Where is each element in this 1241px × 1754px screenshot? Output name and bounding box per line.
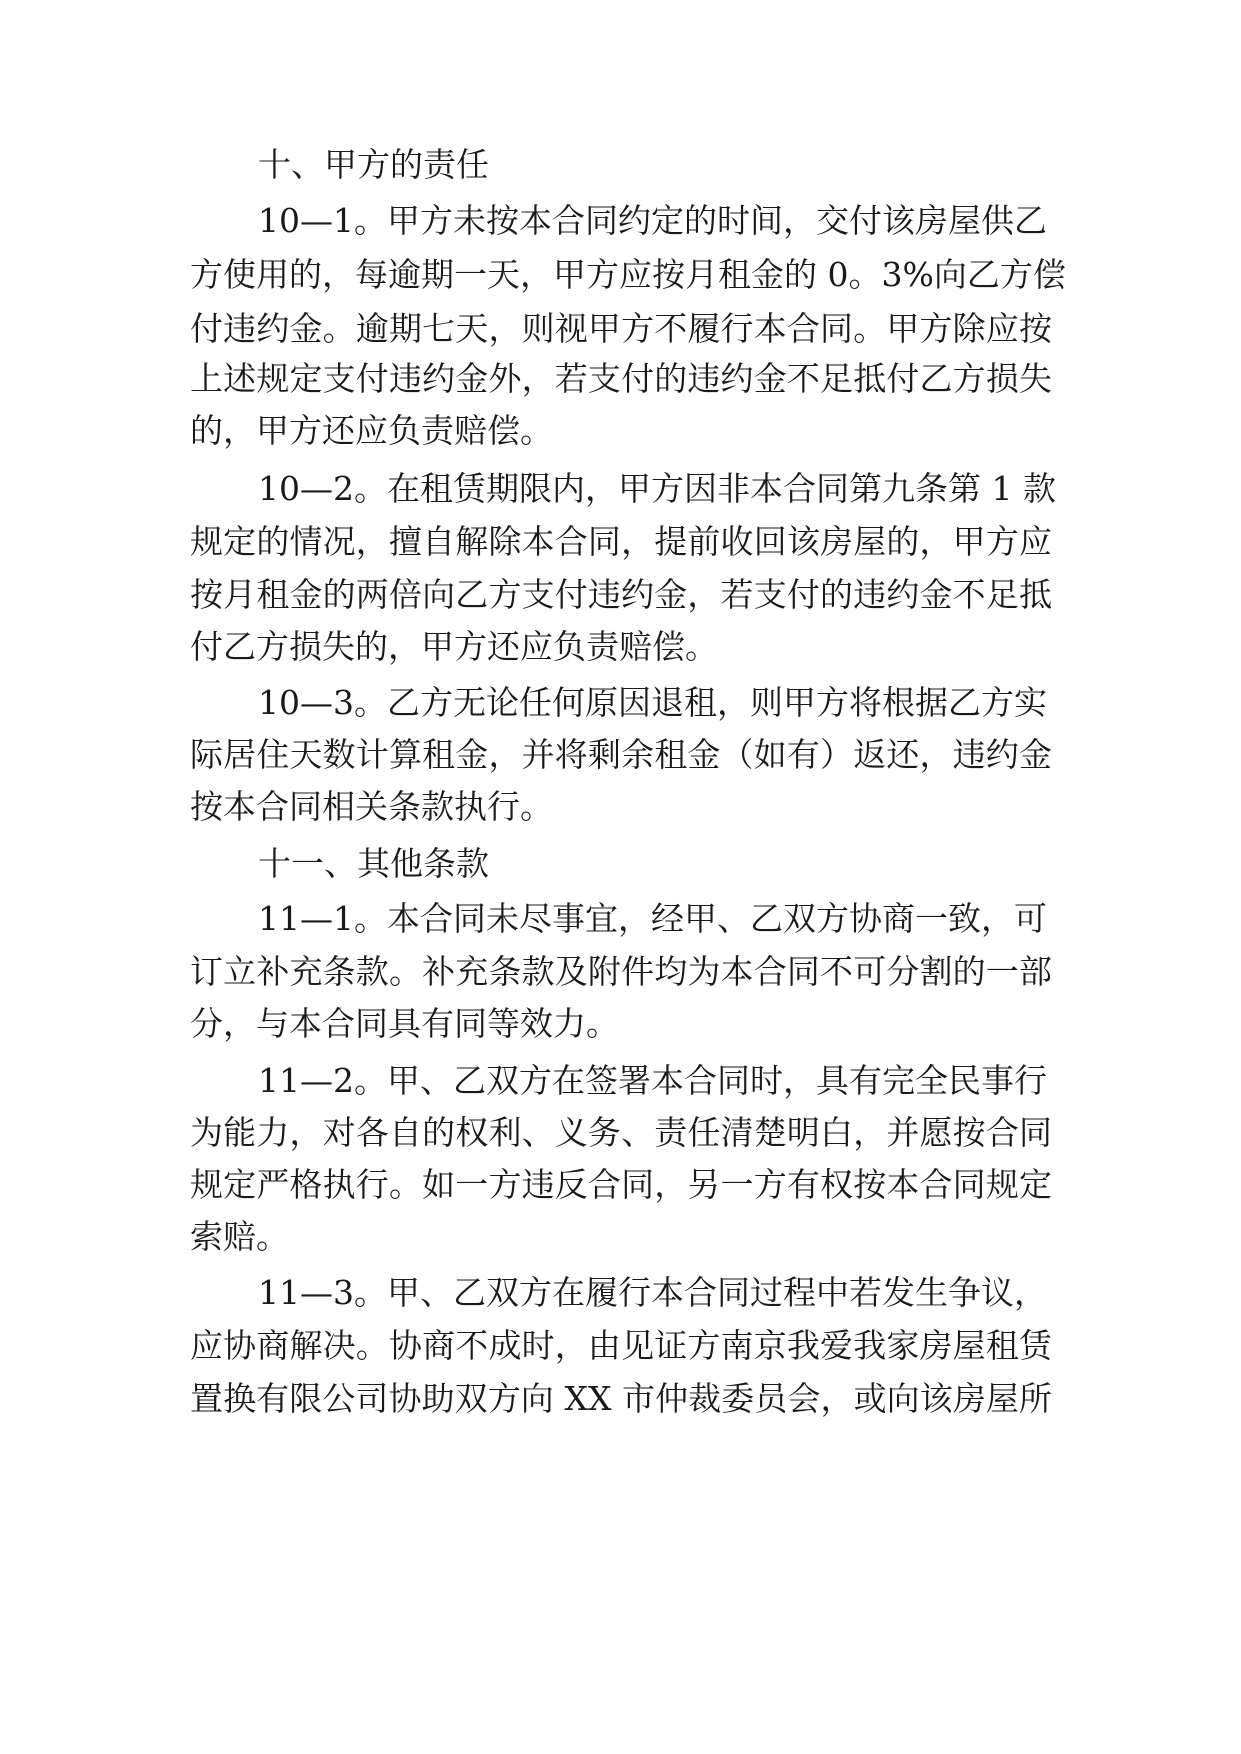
clause-11-2-line-4: 索赔。: [190, 1217, 289, 1256]
clause-11-3-line-1: 11—3。甲、乙双方在履行本合同过程中若发生争议，: [258, 1273, 1047, 1312]
clause-11-2-line-2: 为能力，对各自的权利、义务、责任清楚明白，并愿按合同: [190, 1113, 1052, 1152]
clause-11-1-line-1: 11—1。本合同未尽事宜，经甲、乙双方协商一致，可: [258, 899, 1047, 938]
clause-10-3-line-2: 际居住天数计算租金，并将剩余租金（如有）返还，违约金: [190, 735, 1052, 774]
clause-10-3-line-1: 10—3。乙方无论任何原因退租，则甲方将根据乙方实: [258, 683, 1047, 722]
clause-10-1-line-3: 付违约金。逾期七天，则视甲方不履行本合同。甲方除应按: [190, 309, 1052, 348]
clause-11-1-line-2: 订立补充条款。补充条款及附件均为本合同不可分割的一部: [190, 952, 1052, 991]
section-heading-11: 十一、其他条款: [258, 844, 489, 883]
section-heading-10: 十、甲方的责任: [258, 145, 489, 184]
clause-11-1-line-3: 分，与本合同具有同等效力。: [190, 1004, 619, 1043]
clause-10-2-line-1: 10—2。在租赁期限内，甲方因非本合同第九条第 1 款: [258, 469, 1056, 508]
clause-11-2-line-3: 规定严格执行。如一方违反合同，另一方有权按本合同规定: [190, 1165, 1052, 1204]
clause-10-1-line-2: 方使用的，每逾期一天，甲方应按月租金的 0。3%向乙方偿: [190, 255, 1066, 294]
clause-10-2-line-4: 付乙方损失的，甲方还应负责赔偿。: [190, 627, 718, 666]
clause-11-3-line-2: 应协商解决。协商不成时，由见证方南京我爱我家房屋租赁: [190, 1326, 1052, 1365]
clause-10-1-line-4: 上述规定支付违约金外，若支付的违约金不足抵付乙方损失: [190, 359, 1052, 398]
clause-11-3-line-3: 置换有限公司协助双方向 XX 市仲裁委员会，或向该房屋所: [190, 1379, 1052, 1418]
clause-10-2-line-2: 规定的情况，擅自解除本合同，提前收回该房屋的，甲方应: [190, 522, 1052, 561]
clause-10-1-line-1: 10—1。甲方未按本合同约定的时间，交付该房屋供乙: [258, 201, 1047, 240]
clause-10-1-line-5: 的，甲方还应负责赔偿。: [190, 411, 553, 450]
clause-10-3-line-3: 按本合同相关条款执行。: [190, 787, 553, 826]
clause-10-2-line-3: 按月租金的两倍向乙方支付违约金，若支付的违约金不足抵: [190, 575, 1052, 614]
clause-11-2-line-1: 11—2。甲、乙双方在签署本合同时，具有完全民事行: [258, 1061, 1047, 1100]
